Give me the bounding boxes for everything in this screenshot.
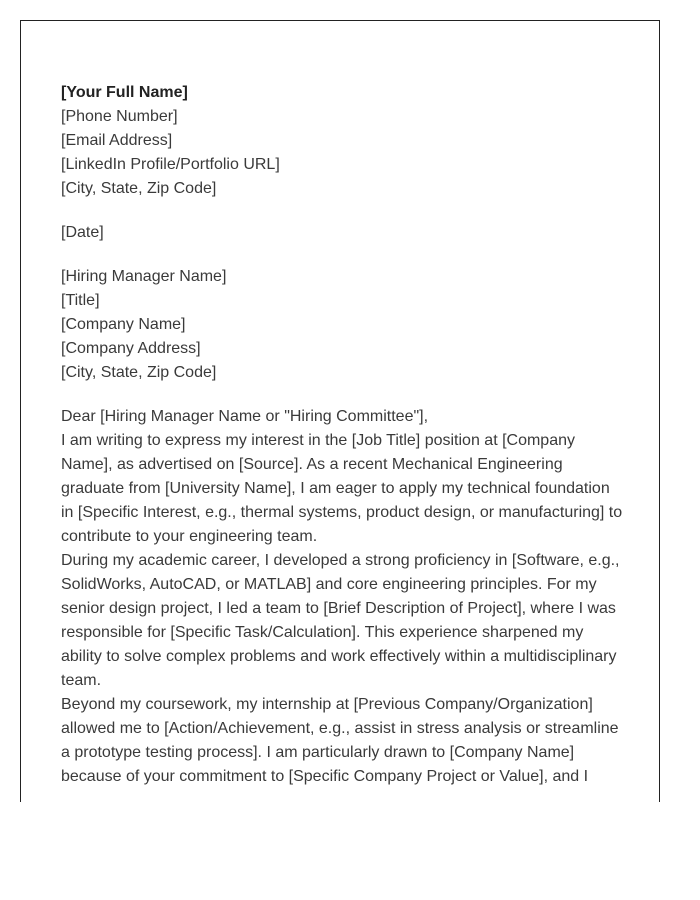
recipient-company: [Company Name] — [61, 316, 186, 333]
letter-body — [61, 81, 626, 789]
sender-email: [Email Address] — [61, 132, 173, 149]
recipient-name: [Hiring Manager Name] — [61, 268, 227, 285]
sender-location: [City, State, Zip Code] — [61, 180, 217, 197]
salutation-block — [61, 405, 626, 549]
letter-page — [20, 20, 660, 802]
paragraph-intro: I am writing to express my interest in the [Job Title] position at [Company Name], as advertised on [Source]. As a recent Mechanical Engineering graduate from [University Name], I am eager to apply my technical foundation in [Specific Interest, e.g., thermal systems, product design, or manufacturing] to contribute to your engineering team. — [61, 432, 623, 545]
letter-date: [Date] — [61, 224, 104, 241]
sender-name: [Your Full Name] — [61, 84, 188, 101]
recipient-address: [Company Address] — [61, 340, 201, 357]
recipient-location: [City, State, Zip Code] — [61, 364, 217, 381]
sender-linkedin: [LinkedIn Profile/Portfolio URL] — [61, 156, 280, 173]
salutation: Dear [Hiring Manager Name or "Hiring Committee"], — [61, 408, 429, 425]
recipient-block — [61, 265, 626, 385]
sender-phone: [Phone Number] — [61, 108, 178, 125]
paragraph-internship: Beyond my coursework, my internship at [Previous Company/Organization] allowed me to [Action/Achievement, e.g., assist in stress analysis or streamline a prototype testing process]. I am particularly drawn to [Company Name] because of your commitment to [Specific Company Project or Value], and I — [61, 696, 619, 785]
paragraph-academic: During my academic career, I developed a strong proficiency in [Software, e.g., SolidWorks, AutoCAD, or MATLAB] and core engineering principles. For my senior design project, I led a team to [Brief Description of Project], where I was responsible for [Specific Task/Calculation]. This experience sharpened my ability to solve complex problems and work effectively within a multidisciplinary team. — [61, 552, 620, 689]
date-block — [61, 221, 626, 245]
sender-block — [61, 81, 626, 201]
recipient-title: [Title] — [61, 292, 100, 309]
